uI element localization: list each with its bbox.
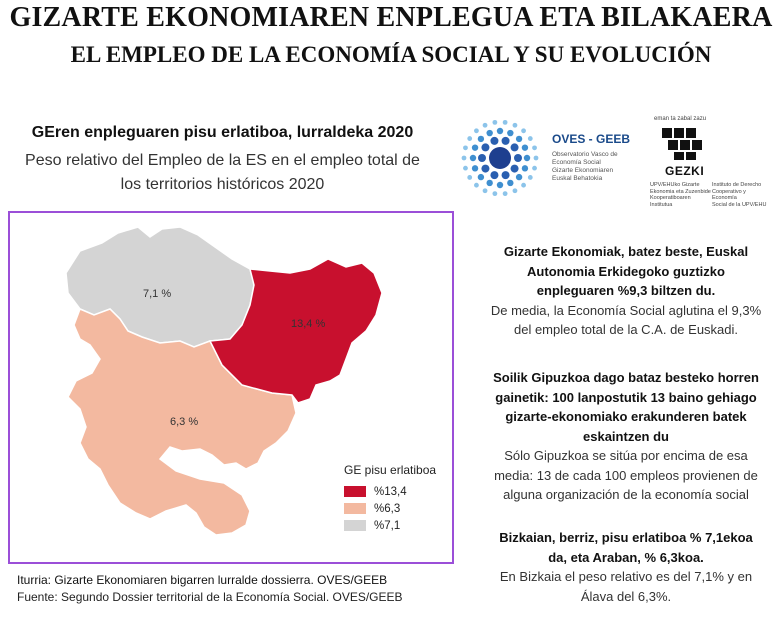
logo-dot (502, 171, 510, 179)
logo-dot (481, 143, 489, 151)
logo-dot (534, 156, 539, 161)
gezki-text-line: Kooperatiboaren Institutua (650, 195, 691, 208)
legend-item (344, 517, 436, 534)
fact-basque (470, 242, 782, 301)
fact-line: alguna organización de la economía social (503, 487, 749, 502)
logo-dot (507, 130, 513, 136)
fact-line: Gizarte Ekonomiak, batez beste, Euskal (503, 244, 749, 259)
logo-dot (492, 120, 497, 125)
logo-dot (483, 188, 488, 193)
page-subtitle: EL EMPLEO DE LA ECONOMÍA SOCIAL Y SU EVOLUCIÓN (70, 42, 712, 67)
map-label-araba: 6,3 % (170, 416, 199, 428)
gezki-text-line: Cooperativo y Economía (712, 188, 746, 201)
map-title-spanish-line2: los territorios históricos 2020 (120, 176, 325, 193)
legend-swatch-red (344, 486, 366, 497)
fact-line: Bizkaian, berriz, pisu erlatiboa % 7,1ekoa (499, 530, 753, 545)
fact-line: eskaintzen du (583, 428, 669, 444)
fact-block-1 (470, 242, 782, 340)
logo-dot (522, 165, 528, 171)
fact-line: Soilik Gipuzkoa dago bataz besteko horren (493, 370, 759, 385)
logo-dot (516, 136, 522, 142)
source-spanish: Fuente: Segundo Dossier territorial de la Economía Social. OVES/GEEB (17, 590, 403, 604)
logo-dot (532, 166, 537, 171)
fact-line: media: 13 de cada 100 empleos provienen de (494, 467, 758, 483)
legend-title: GE pisu erlatiboa (344, 463, 437, 477)
logo-dot (486, 130, 492, 136)
legend-item (344, 500, 436, 517)
fact-spanish (470, 301, 782, 340)
logo-dot (513, 123, 518, 128)
oves-logo-subtitle (552, 151, 642, 183)
logo-dot (472, 165, 478, 171)
logo-dot (467, 136, 472, 141)
logo-dot (511, 165, 519, 173)
fact-line: gainetik: 100 lanpostutik 13 baino gehiago (495, 389, 757, 405)
logo-dot (503, 191, 508, 196)
logo-dot (503, 120, 508, 125)
logo-dot (502, 137, 510, 145)
oves-sub-line: Economía Social (552, 159, 601, 166)
logo-dot (513, 188, 518, 193)
logo-dot (467, 175, 472, 180)
logo-dot (524, 155, 530, 161)
logo-dot (514, 154, 522, 162)
legend-swatch-salmon (344, 503, 366, 514)
logo-dot (516, 174, 522, 180)
fact-line: En Bizkaia el peso relativo es del 7,1% y en (499, 569, 753, 584)
fact-line: del empleo total de la C.A. de Euskadi. (513, 322, 739, 337)
logo-dot (528, 175, 533, 180)
map-label-gipuzkoa: 13,4 % (291, 318, 326, 330)
gezki-logo-name: GEZKI (665, 164, 705, 178)
gezki-text-spanish (712, 182, 772, 208)
fact-line: da, eta Araban, % 6,3koa. (548, 549, 704, 565)
logo-dot (521, 183, 526, 188)
gezki-text-line: UPV/EHUko Gizarte (650, 182, 700, 188)
fact-line: Álava del 6,3%. (580, 588, 672, 604)
logo-dot (481, 165, 489, 173)
fact-basque (470, 528, 782, 567)
oves-sub-line: Gizarte Ekonomiaren (552, 167, 614, 174)
fact-line: enpleguaren %9,3 biltzen du. (536, 283, 716, 298)
source-basque: Iturria: Gizarte Ekonomiaren bigarren lurralde dossierra. OVES/GEEB (17, 573, 388, 587)
fact-block-2 (470, 368, 782, 505)
logo-dot (474, 183, 479, 188)
map-title-spanish (0, 149, 445, 197)
logo-dot (497, 182, 503, 188)
logo-dot (497, 128, 503, 134)
logo-dot (478, 154, 486, 162)
gezki-logo[interactable] (650, 116, 775, 208)
logo-dot (463, 166, 468, 171)
oves-sub-line: Euskal Behatokia (552, 175, 603, 182)
logo-dot (511, 143, 519, 151)
dots-circle-icon (458, 118, 548, 198)
fact-spanish (470, 567, 782, 606)
oves-sub-line: Observatorio Vasco de (552, 151, 618, 158)
logo-dot (507, 180, 513, 186)
logo-dot (478, 174, 484, 180)
logo-dot (486, 180, 492, 186)
logo-dot (470, 155, 476, 161)
logo-dot (528, 136, 533, 141)
logo-dot (532, 145, 537, 150)
logo-dot (478, 136, 484, 142)
map-label-bizkaia: 7,1 % (143, 288, 172, 300)
page-title: GIZARTE EKONOMIAREN ENPLEGUA ETA BILAKAERA (9, 2, 773, 33)
oves-geeb-logo[interactable] (458, 118, 638, 198)
logo-dot (462, 156, 467, 161)
logo-dot (463, 145, 468, 150)
fact-spanish (470, 446, 782, 505)
logo-dot (522, 144, 528, 150)
legend-item (344, 483, 436, 500)
gezki-text-basque (650, 182, 712, 208)
fact-block-3 (470, 528, 782, 606)
map-title-basque: GEren enpleguaren pisu erlatiboa, lurraldeka 2020 (31, 124, 414, 141)
logo-dot (492, 191, 497, 196)
fact-line: Sólo Gipuzkoa se sitúa por encima de esa (504, 448, 748, 463)
logo-dot (472, 144, 478, 150)
oves-logo-name: OVES - GEEB (552, 132, 631, 146)
gezki-text-line: Ekonomia eta Zuzenbide (650, 188, 711, 195)
fact-basque (470, 368, 782, 446)
gezki-text-line: Social de la UPV/EHU (712, 201, 767, 208)
legend-label: %7,1 (374, 519, 401, 532)
logo-dot (490, 137, 498, 145)
fact-line: De media, la Economía Social aglutina el 9,3% (490, 302, 762, 318)
fact-line: gizarte-ekonomiako erakunderen batek (505, 409, 747, 424)
logo-dot (521, 128, 526, 133)
legend-label: %6,3 (374, 502, 401, 515)
logo-dot (474, 128, 479, 133)
fact-line: Autonomia Erkidegoko guztizko (527, 263, 725, 279)
legend-label: %13,4 (374, 485, 407, 498)
logo-dot (490, 171, 498, 179)
map-title-spanish-line1: Peso relativo del Empleo de la ES en el empleo total de (25, 152, 420, 169)
legend-swatch-grey (344, 520, 366, 531)
map-legend (344, 463, 436, 534)
gezki-motto: eman ta zabal zazu (654, 116, 707, 122)
logo-dot (483, 123, 488, 128)
upv-ehu-emblem-icon (656, 124, 716, 164)
gezki-text-line: Instituto de Derecho (712, 182, 762, 188)
